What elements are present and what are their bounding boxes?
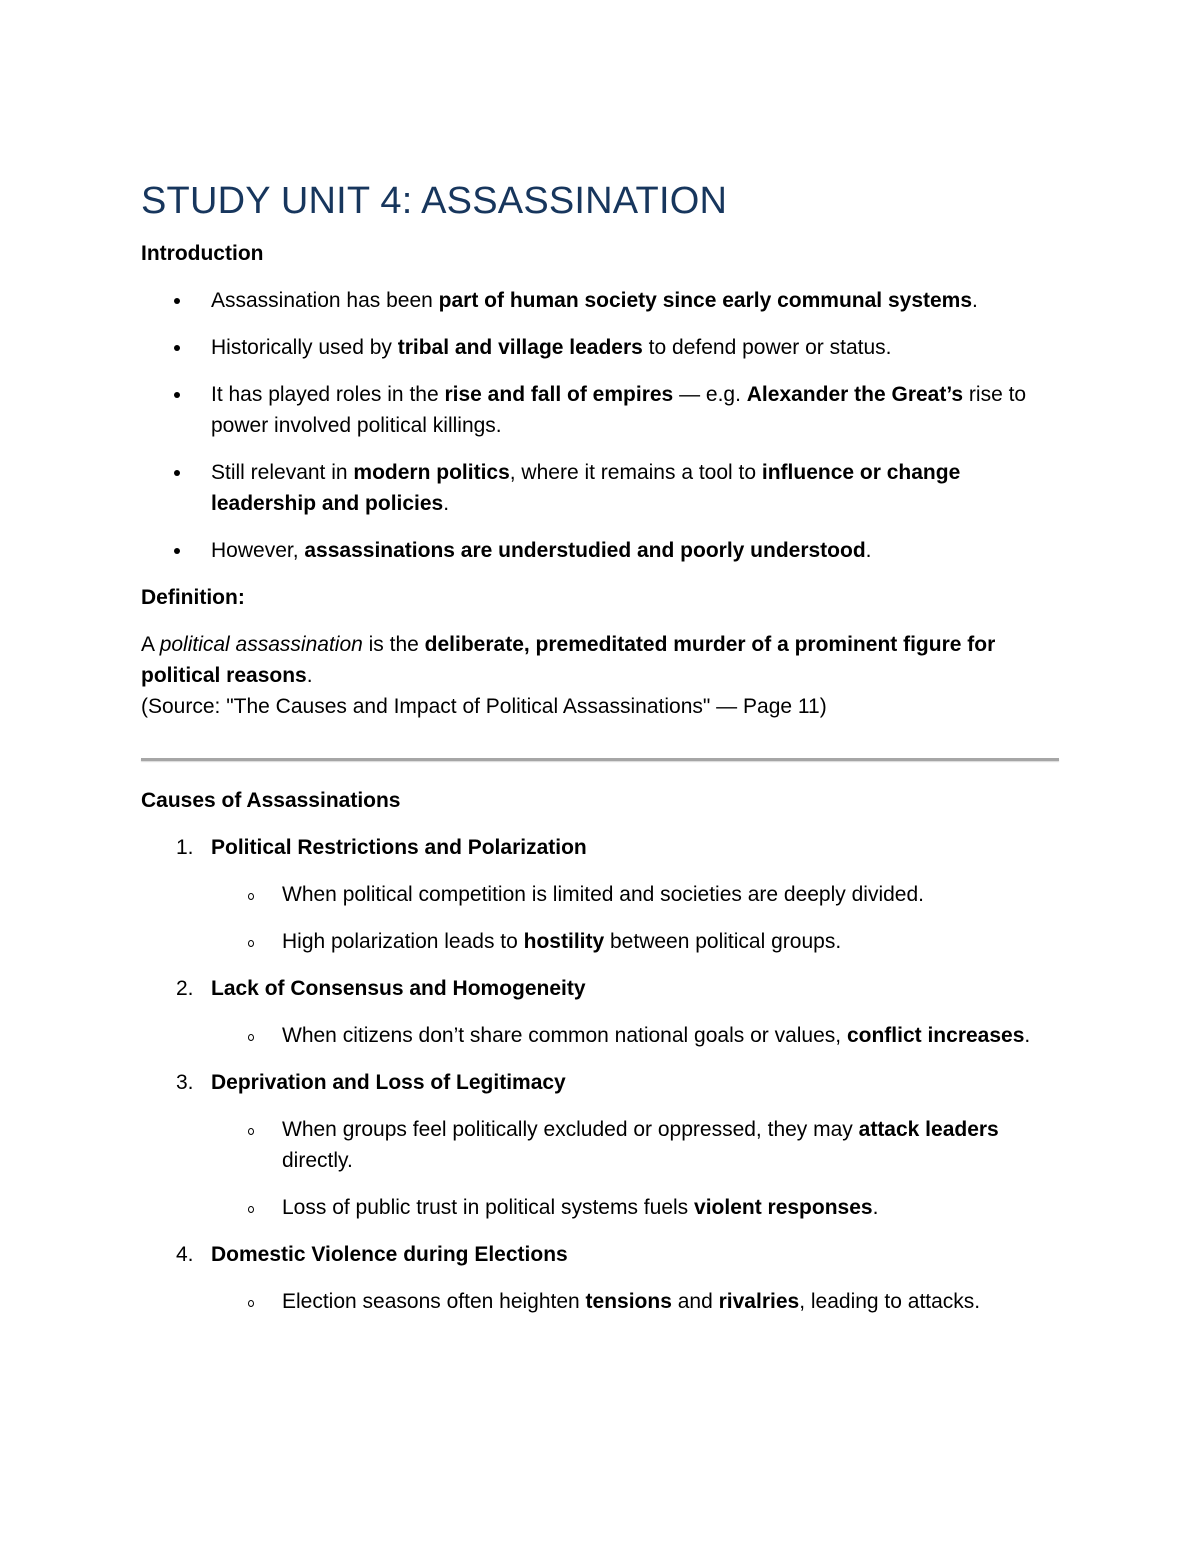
bold-text: tribal and village leaders: [397, 336, 643, 359]
cause-number: 1.: [176, 836, 194, 859]
bold-text: rivalries: [718, 1290, 800, 1313]
hollow-bullet-icon: [248, 940, 254, 947]
bullet-icon: [174, 298, 180, 304]
bold-text: deliberate, premeditated murder of a prominent figure for political reasons: [141, 633, 996, 687]
hollow-bullet-icon: [248, 1128, 254, 1135]
text-run: High polarization leads to: [282, 930, 524, 953]
text-run: to defend power or status.: [642, 336, 892, 359]
text-run: It has played roles in the: [211, 383, 445, 406]
text-run: — e.g.: [673, 383, 747, 406]
cause-subpoints: [141, 1020, 1061, 1051]
sub-bullet-item: [141, 1192, 1061, 1223]
bullet-item: [141, 379, 1061, 441]
cause-item: [141, 1067, 1061, 1223]
cause-subpoints: [141, 1114, 1061, 1223]
definition-source: (Source: "The Causes and Impact of Political Assassinations" — Page 11): [141, 695, 827, 718]
introduction-list: [141, 285, 1061, 566]
cause-number: 2.: [176, 977, 194, 1000]
text-run: and: [671, 1290, 719, 1313]
bullet-item: [141, 535, 1061, 566]
cause-title: Lack of Consensus and Homogeneity: [211, 977, 586, 1000]
text-run: A: [141, 633, 160, 656]
text-run: When citizens don’t share common national goals or values,: [282, 1024, 847, 1047]
sub-bullet-item: [141, 1114, 1061, 1176]
bold-text: rise and fall of empires: [444, 383, 674, 406]
causes-list: [141, 832, 1061, 1317]
cause-item: [141, 973, 1061, 1051]
bold-text: part of human society since early communal systems: [438, 289, 973, 312]
bold-text: hostility: [523, 930, 605, 953]
sub-bullet-item: [141, 879, 1061, 910]
bold-text: Alexander the Great’s: [746, 383, 964, 406]
bold-text: tensions: [585, 1290, 672, 1313]
bold-text: attack leaders: [858, 1118, 999, 1141]
cause-title: Political Restrictions and Polarization: [211, 836, 587, 859]
text-run: Election seasons often heighten: [282, 1290, 586, 1313]
bold-text: assassinations are understudied and poorly understood: [304, 539, 866, 562]
document-title: STUDY UNIT 4: ASSASSINATION: [141, 180, 728, 222]
text-run: .: [972, 289, 978, 312]
text-run: .: [306, 664, 313, 687]
bullet-icon: [174, 345, 180, 351]
italic-text: political assassination: [159, 633, 363, 656]
introduction-heading: Introduction: [141, 242, 264, 265]
hollow-bullet-icon: [248, 893, 254, 900]
horizontal-divider: [141, 758, 1059, 761]
bullet-item: [141, 332, 1061, 363]
text-run: rise to power involved political killings.: [211, 383, 1027, 437]
text-run: .: [443, 492, 450, 515]
text-run: Loss of public trust in political systems fuels: [282, 1196, 695, 1219]
text-run: .: [872, 1196, 879, 1219]
text-run: Still relevant in: [211, 461, 354, 484]
definition-text: [141, 629, 1061, 691]
causes-heading: Causes of Assassinations: [141, 789, 401, 812]
cause-number: 3.: [176, 1071, 194, 1094]
text-run: Historically used by: [211, 336, 398, 359]
bullet-item: [141, 457, 1061, 519]
bold-text: conflict increases: [846, 1024, 1025, 1047]
bullet-icon: [174, 548, 180, 554]
text-run: Assassination has been: [211, 289, 439, 312]
bullet-item: [141, 285, 1061, 316]
bullet-icon: [174, 470, 180, 476]
text-run: .: [865, 539, 872, 562]
cause-item: [141, 832, 1061, 957]
bullet-icon: [174, 392, 180, 398]
document-content: [141, 178, 1061, 1333]
hollow-bullet-icon: [248, 1300, 254, 1307]
definition-heading: Definition:: [141, 586, 245, 609]
bold-text: influence or change leadership and policies: [211, 461, 961, 515]
cause-title: Domestic Violence during Elections: [211, 1243, 568, 1266]
hollow-bullet-icon: [248, 1034, 254, 1041]
text-run: When political competition is limited and societies are deeply divided.: [282, 883, 924, 906]
sub-bullet-item: [141, 1286, 1061, 1317]
cause-item: [141, 1239, 1061, 1317]
sub-bullet-item: [141, 1020, 1061, 1051]
sub-bullet-item: [141, 926, 1061, 957]
text-run: , where it remains a tool to: [509, 461, 762, 484]
cause-title: Deprivation and Loss of Legitimacy: [211, 1071, 566, 1094]
text-run: However,: [211, 539, 305, 562]
text-run: is the: [362, 633, 425, 656]
text-run: between political groups.: [604, 930, 842, 953]
text-run: , leading to attacks.: [799, 1290, 981, 1313]
bold-text: modern politics: [353, 461, 510, 484]
cause-number: 4.: [176, 1243, 194, 1266]
text-run: When groups feel politically excluded or oppressed, they may: [282, 1118, 859, 1141]
cause-subpoints: [141, 1286, 1061, 1317]
hollow-bullet-icon: [248, 1206, 254, 1213]
cause-subpoints: [141, 879, 1061, 957]
text-run: .: [1024, 1024, 1031, 1047]
bold-text: violent responses: [694, 1196, 873, 1219]
text-run: directly.: [282, 1149, 353, 1172]
